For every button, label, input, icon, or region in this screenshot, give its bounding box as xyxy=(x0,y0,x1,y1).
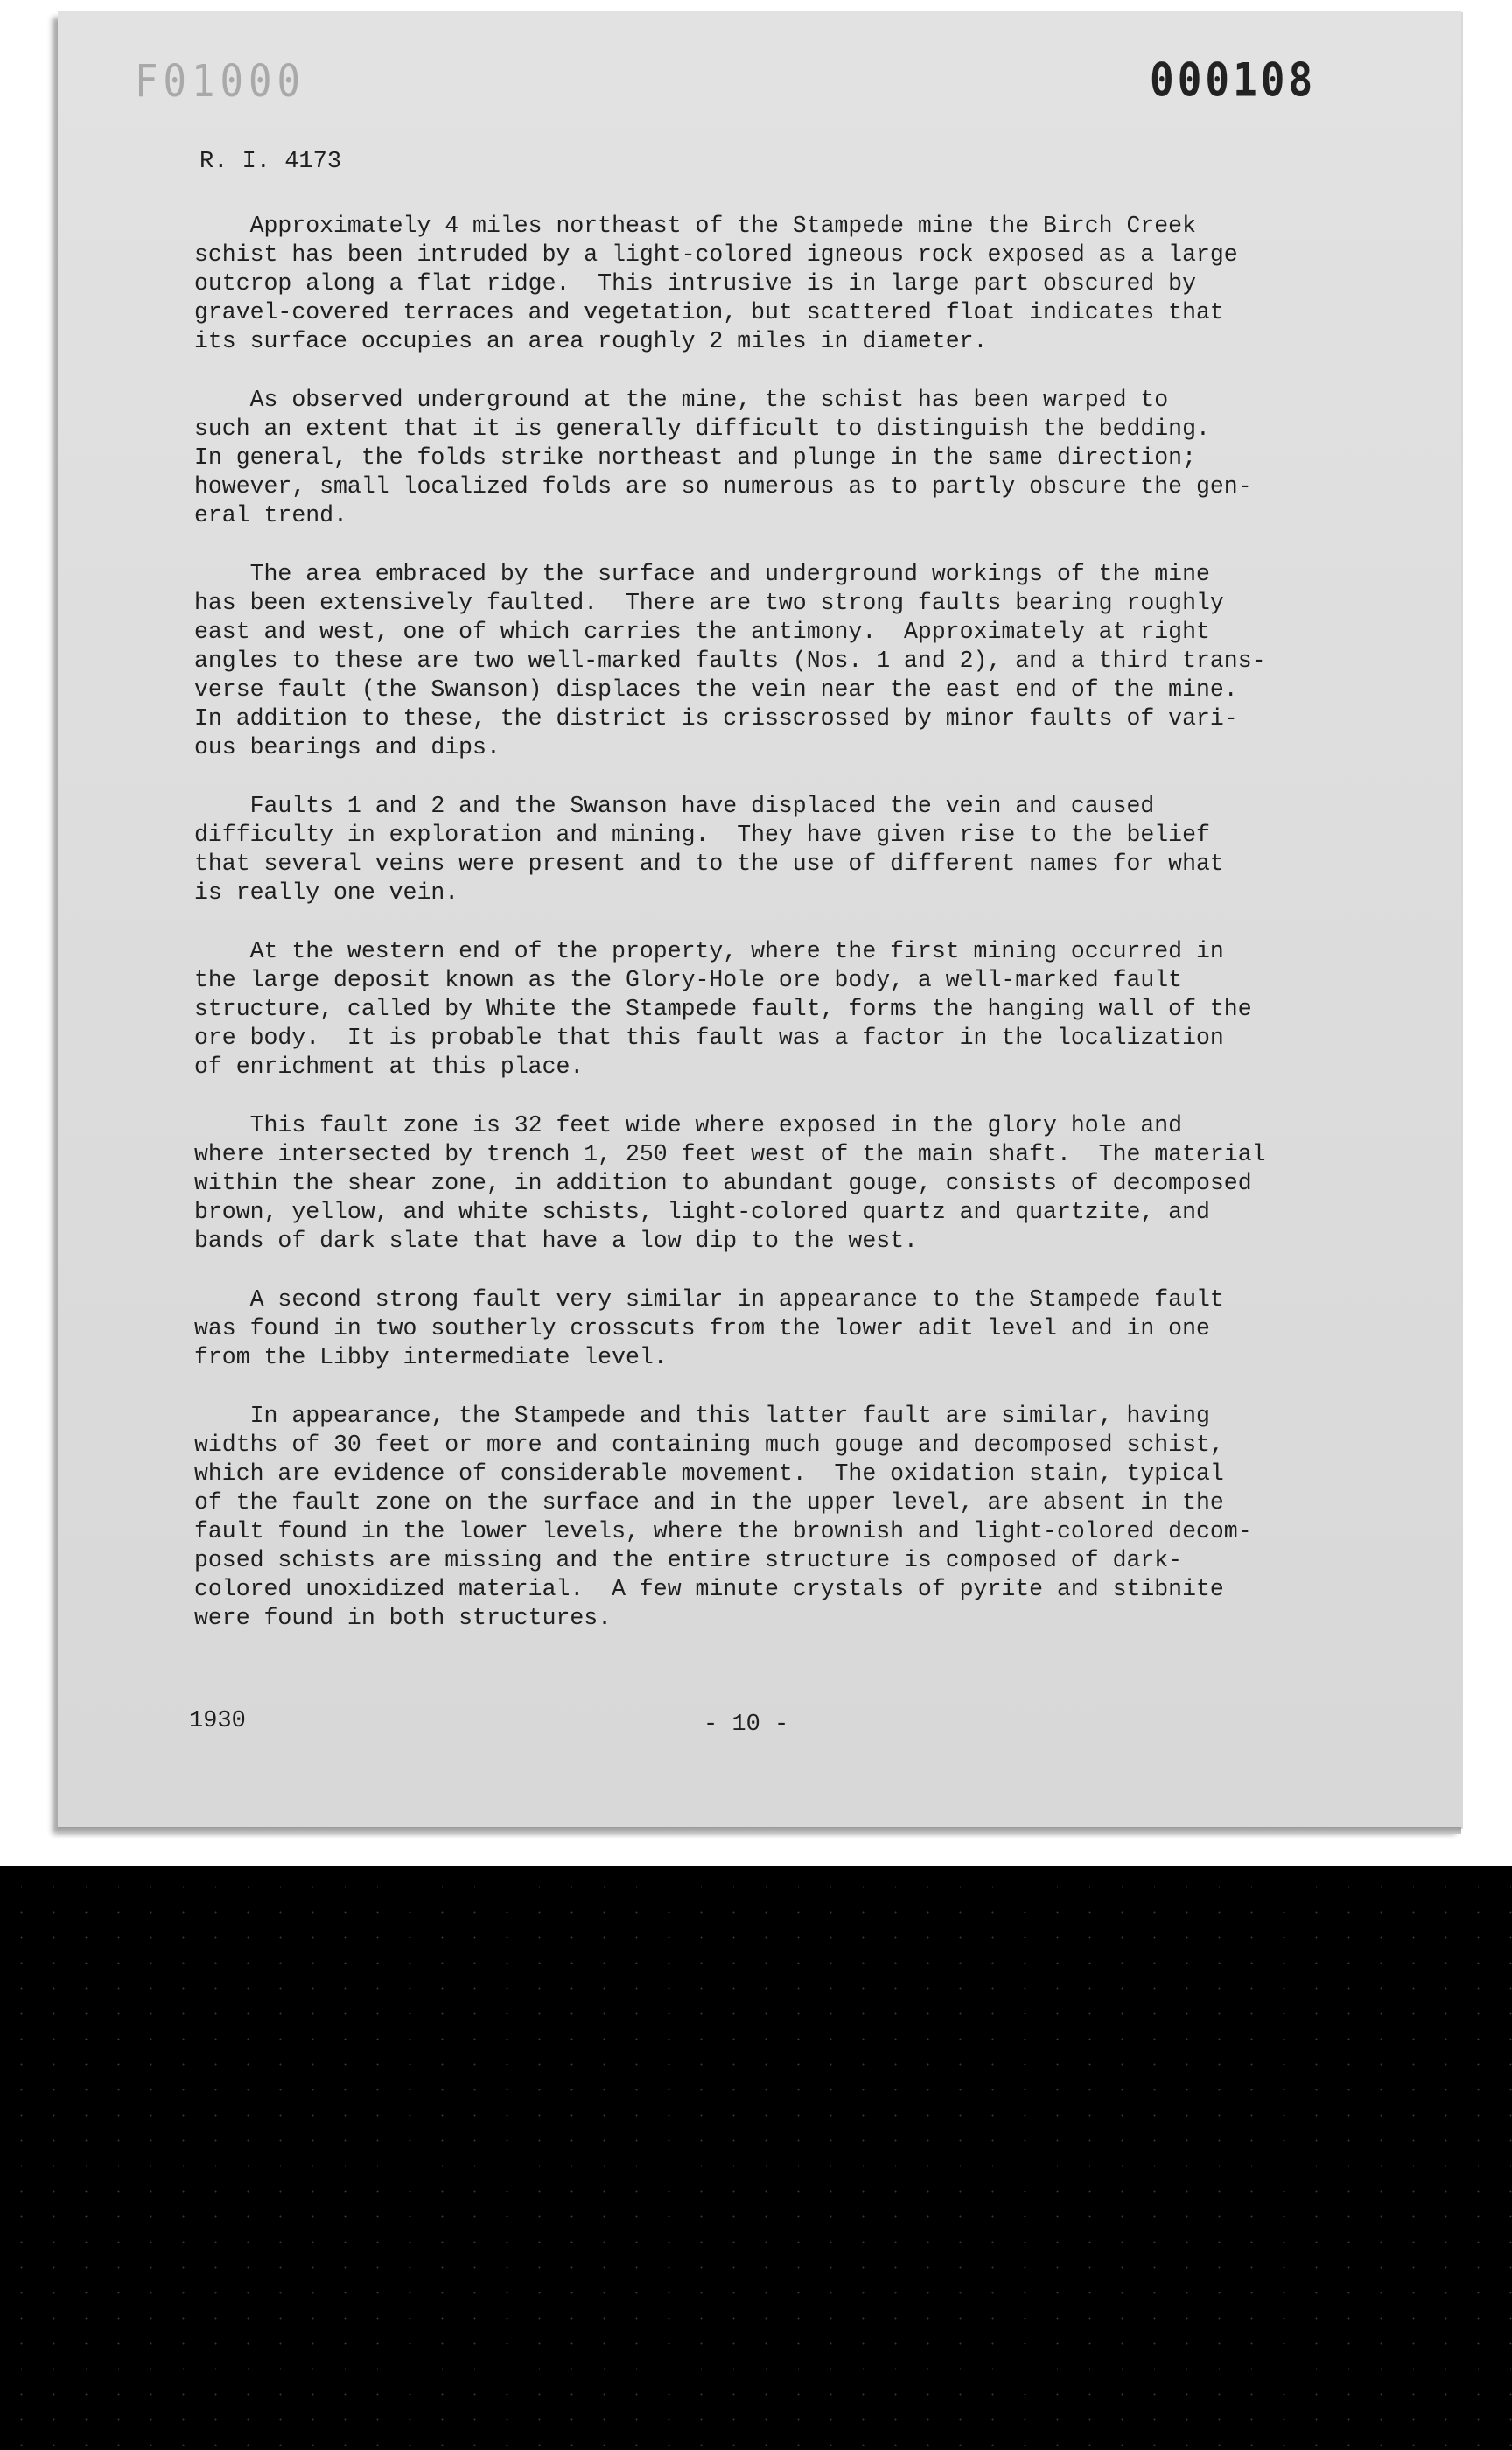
paragraph: Approximately 4 miles northeast of the Stampede mine the Birch Creek schist has been intruded by a light-colored igneous rock exposed as a large outcrop along a flat ridge. This intrusive is in large part obscured by gravel-covered terraces and vegetation, but scattered float indicates that its surface occupies an area roughly 2 miles in diameter. xyxy=(194,213,1238,354)
paragraph: A second strong fault very similar in appearance to the Stampede fault was found in two southerly crosscuts from the lower adit level and in one from the Libby intermediate level. xyxy=(194,1286,1224,1370)
paragraph: The area embraced by the surface and underground workings of the mine has been extensively faulted. There are two strong faults bearing roughly east and west, one of which carries the antimony. Approximately at right angles to these are two well-marked faults (Nos. 1 and 2), and a third trans- verse fault (the Swanson) displaces the vein near the east end of the mine. In addition to these, the district is crisscrossed by minor faults of vari- ous bearings and dips. xyxy=(194,561,1266,760)
document-number: 000108 xyxy=(1150,52,1317,108)
body-text xyxy=(194,212,1323,1662)
faded-stamp-number: F01000 xyxy=(135,56,305,108)
footer-year: 1930 xyxy=(189,1708,246,1734)
report-reference: R. I. 4173 xyxy=(200,149,342,175)
paragraph: As observed underground at the mine, the schist has been warped to such an extent that it is generally difficult to distinguish the bedding. In general, the folds strike northeast and plunge in the same direction; however, small localized folds are so numerous as to partly obscure the gen- eral trend. xyxy=(194,387,1252,528)
scanner-background xyxy=(0,1866,1512,2450)
paragraph: Faults 1 and 2 and the Swanson have displaced the vein and caused difficulty in exploration and mining. They have given rise to the belief that several veins were present and to the use of different names for what is really one vein. xyxy=(194,793,1224,906)
paragraph: This fault zone is 32 feet wide where exposed in the glory hole and where intersected by trench 1, 250 feet west of the main shaft. The material within the shear zone, in addition to abundant gouge, consists of decomposed brown, yellow, and white schists, light-colored quartz and quartzite, and bands of dark slate that have a low dip to the west. xyxy=(194,1112,1266,1254)
paragraph: In appearance, the Stampede and this latter fault are similar, having widths of 30 feet or more and containing much gouge and decomposed schist, which are evidence of considerable movement. The oxidation stain, typical of the fault zone on the surface and in the upper level, are absent in the fault found in the lower levels, where the brownish and light-colored decom- posed schists are missing and the entire structure is composed of dark- colored unoxidized material. A few minute crystals of pyrite and stibnite were found in both structures. xyxy=(194,1403,1252,1631)
paragraph: At the western end of the property, where the first mining occurred in the large deposit known as the Glory-Hole ore body, a well-marked fault structure, called by White the Stampede fault, forms the hanging wall of the ore body. It is probable that this fault was a factor in the localization of enrichment at this place. xyxy=(194,938,1252,1080)
page-number: - 10 - xyxy=(704,1712,789,1738)
